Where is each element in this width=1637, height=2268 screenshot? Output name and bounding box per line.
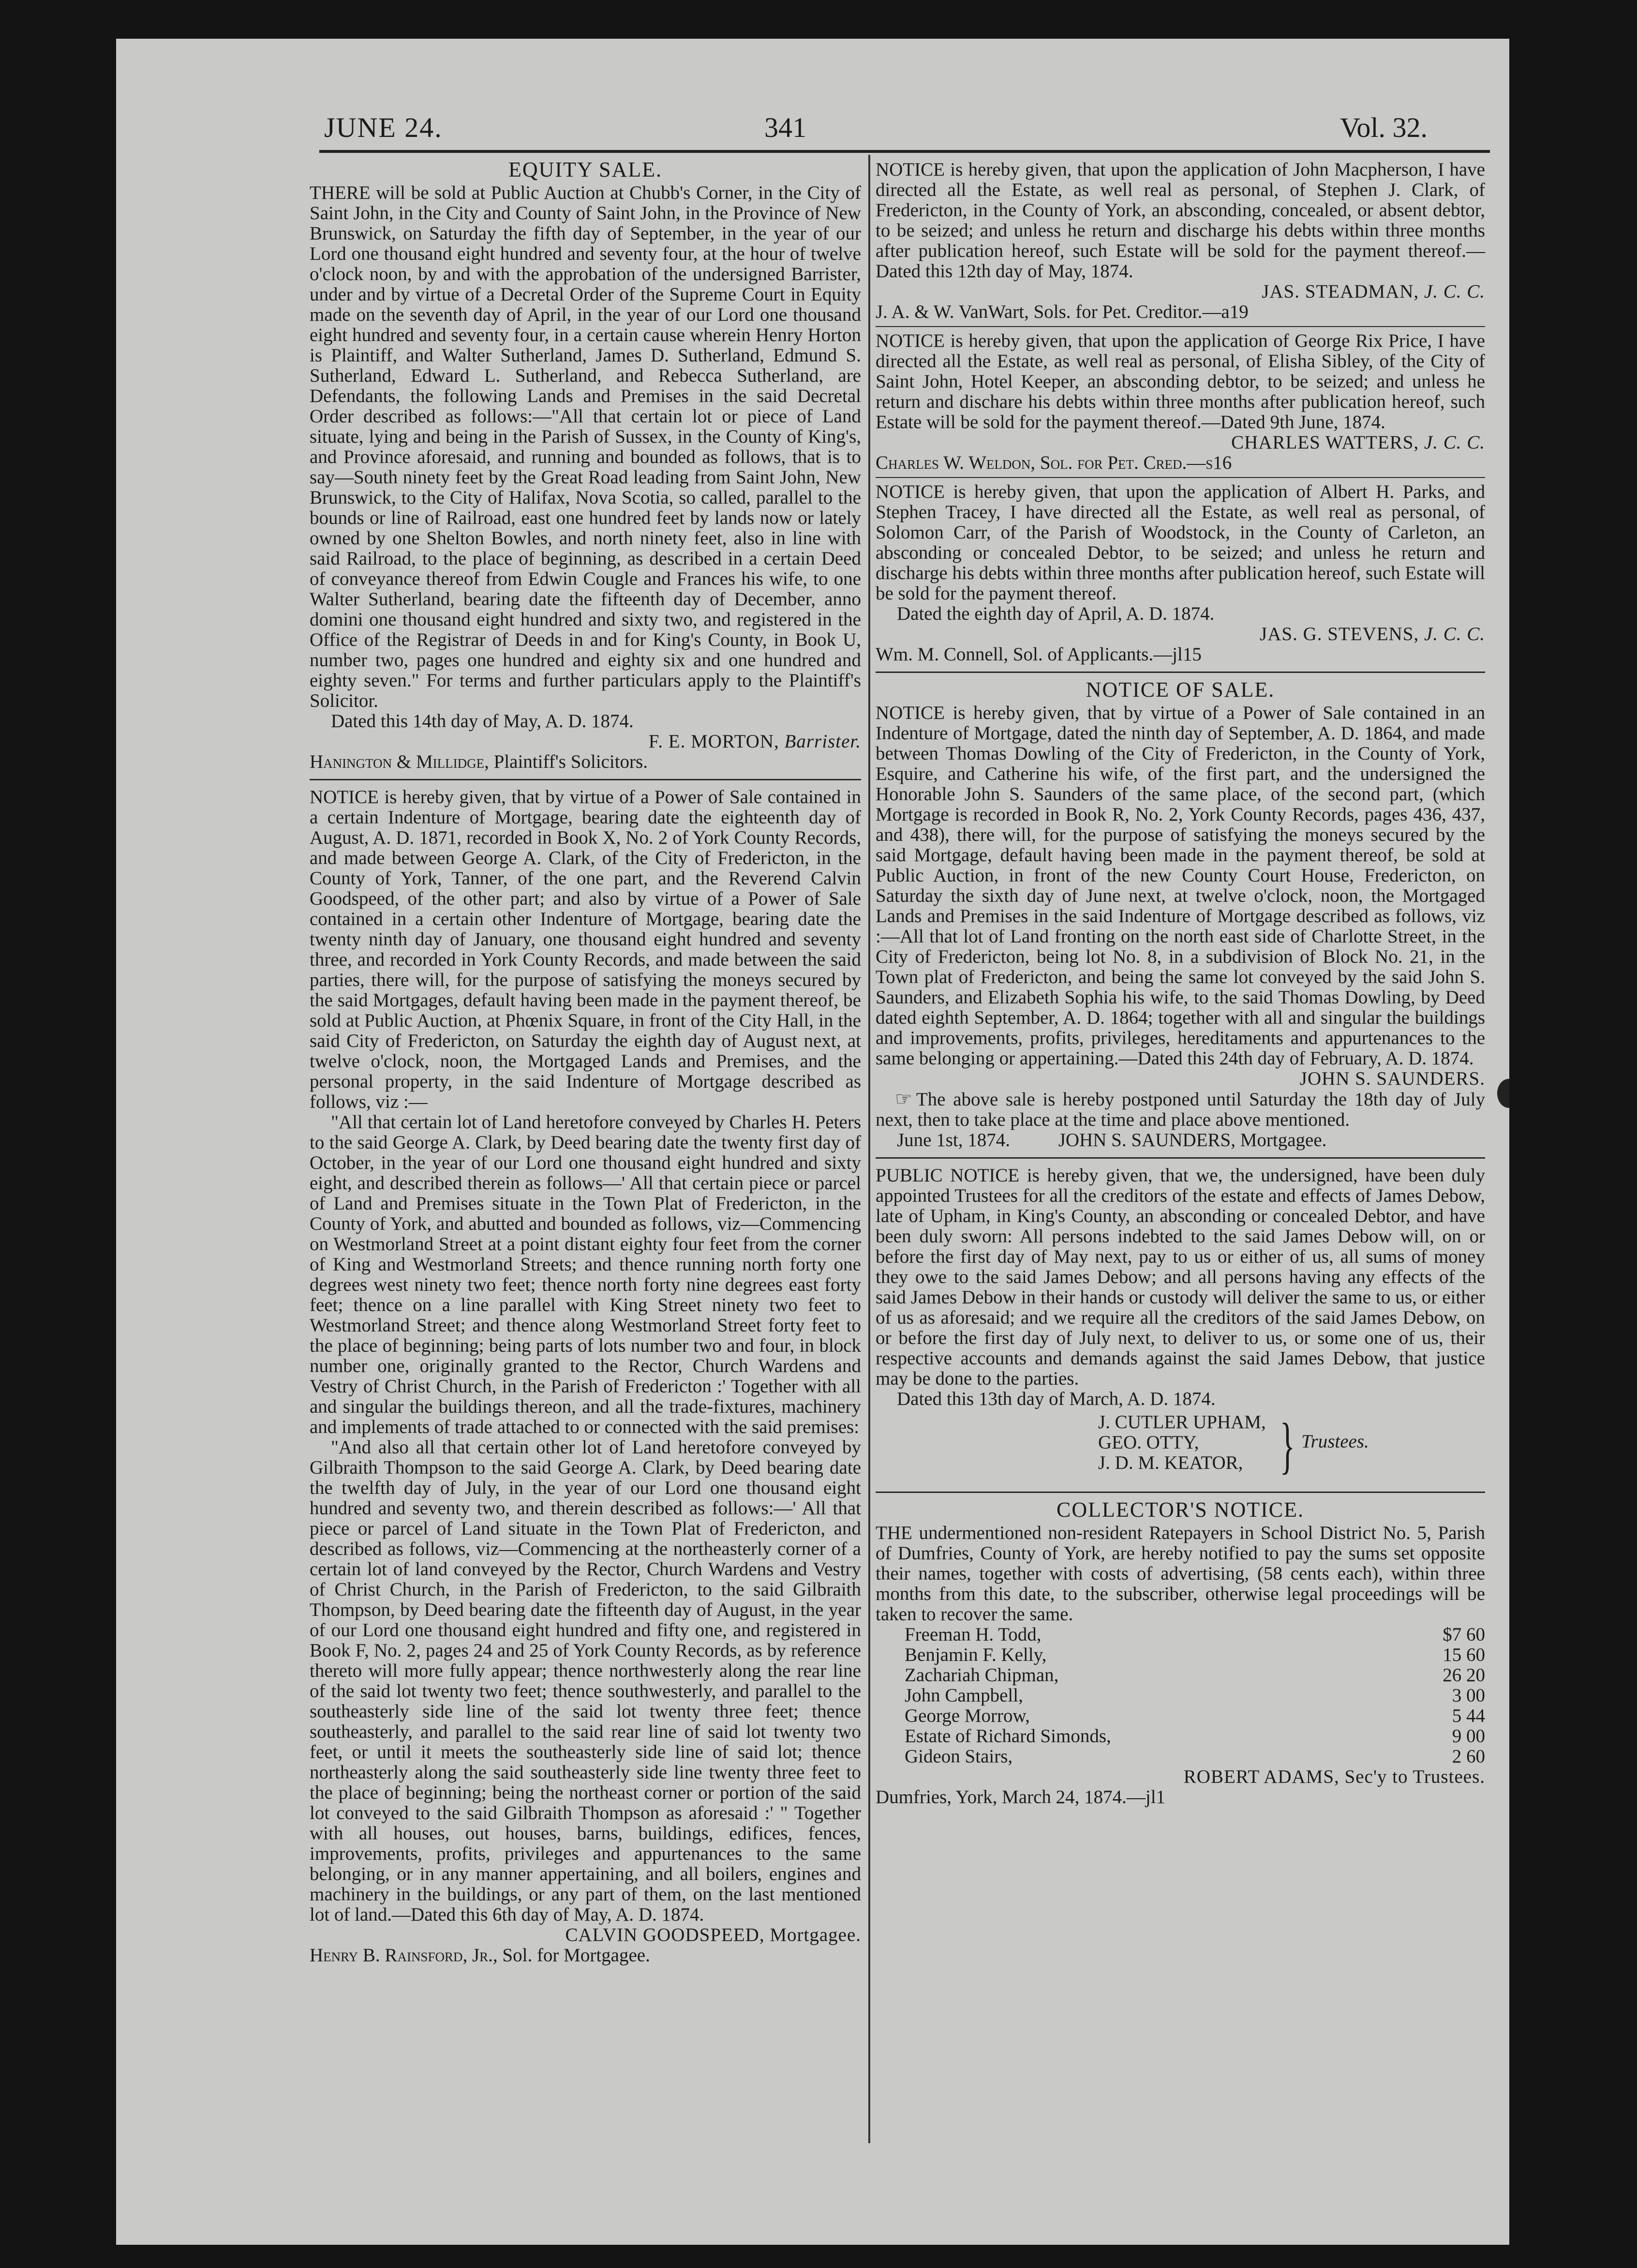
ratepayer-name: John Campbell,: [905, 1686, 1023, 1706]
watters-signature: [876, 433, 1485, 453]
steadman-signer: JAS. STEADMAN,: [1262, 281, 1419, 302]
goodspeed-signer: CALVIN GOODSPEED, Mortgagee.: [565, 1925, 861, 1945]
equity-sale-solicitors-name: Hanington & Millidge,: [310, 751, 489, 772]
debow-dated: Dated this 13th day of March, A. D. 1874.: [897, 1388, 1216, 1409]
goodspeed-solicitor-name: Henry B. Rainsford, Jr.,: [310, 1945, 498, 1966]
issue-date: JUNE 24.: [324, 112, 443, 143]
equity-sale-notice: [310, 160, 861, 772]
steadman-signature: [876, 282, 1485, 302]
goodspeed-lot-one: "All that certain lot of Land heretofore conveyed by Charles H. Peters to the said George A. Clark, by Deed bearing date the twenty first day of October, in the year of our Lord one thousand eight hundred and sixty eight, and described therein as follows—' All that certain piece or parcel of Land and Premises situate in the Town Plat of Fredericton, in the County of York, and abutted and bounded as follows, viz—Commencing on Westmorland Street at a point distant eighty four feet from the corner of King and Westmorland Streets; and thence running north forty one degrees west ninety two feet; thence north forty nine degrees east forty feet; thence on a line parallel with King Street ninety two feet to Westmorland Street; and thence along Westmorland Street forty feet to the place of beginning; being parts of lots number two and four, in block number one, originally granted to the Rector, Church Wardens and Vestry of Christ Church, in the Parish of Fredericton :' Together with all and singular the buildings thereon, and all the trade-fixtures, machinery and implements of trade attached to or connected with the said premises:: [310, 1112, 861, 1437]
ratepayer-name: Estate of Richard Simonds,: [905, 1726, 1111, 1746]
collectors-signer: ROBERT ADAMS, Sec'y to Trustees.: [1183, 1766, 1485, 1787]
watters-body: NOTICE is hereby given, that upon the application of George Rix Price, I have directed all the Estate, as well real as personal, of Elisha Sibley, of the City of Saint John, Hotel Keeper, an absconding debtor, to be seized; and unless he return and dischare his debts within three months after publication hereof, such Estate will be sold for the payment thereof.—Dated 9th June, 1874.: [876, 330, 1485, 433]
ratepayer-name: Benjamin F. Kelly,: [905, 1645, 1047, 1665]
column-divider: [868, 155, 870, 2143]
steadman-signer-role: J. C. C.: [1424, 281, 1485, 302]
trustee-name: GEO. OTTY,: [1098, 1432, 1199, 1453]
equity-sale-title: EQUITY SALE.: [508, 158, 663, 181]
stevens-solicitor: Wm. M. Connell, Sol. of Applicants.—jl15: [876, 644, 1202, 665]
goodspeed-intro: NOTICE is hereby given, that by virtue of a Power of Sale contained in a certain Indenture of Mortgage, bearing date the eighteenth day of August, A. D. 1871, recorded in Book X, No. 2 of York County Records, and made between George A. Clark, of the City of Fredericton, in the County of York, Tanner, of the one part, and the Reverend Calvin Goodspeed, of the other part; and also by virtue of a Power of Sale contained in a certain other Indenture of Mortgage, bearing date the twenty ninth day of January, one thousand eight hundred and seventy three, and recorded in York County Records, and made between the said parties, there will, for the purpose of satisfying the moneys secured by the said Mortgages, default having been made in the payment thereof, be sold at Public Auction, at Phœnix Square, in front of the City Hall, in the said City of Fredericton, on Saturday the eighth day of August next, at twelve o'clock, noon, the Mortgaged Lands and Premises, and the personal property, in the said Indenture of Mortgage described as follows, viz :—: [310, 787, 861, 1112]
debow-trustees-notice: [876, 1165, 1485, 1485]
steadman-body: NOTICE is hereby given, that upon the application of John Macpherson, I have directed all the Estate, as well real as personal, of Stephen J. Clark, of Fredericton, in the County of York, an absconding, concealed, or absent debtor, to be seized; and unless he return and discharge his debts within three months after publication hereof, such Estate will be sold for the payment thereof.—Dated this 12th day of May, 1874.: [876, 159, 1485, 282]
ratepayer-name: Gideon Stairs,: [905, 1746, 1013, 1767]
ratepayer-name: Zachariah Chipman,: [905, 1665, 1059, 1686]
section-rule: [310, 779, 861, 780]
ratepayer-amount: 2 60: [1452, 1746, 1485, 1767]
section-rule: [876, 671, 1485, 673]
watters-notice: [876, 331, 1485, 473]
section-rule: [876, 326, 1485, 327]
equity-sale-dated: Dated this 14th day of May, A. D. 1874.: [331, 711, 634, 731]
notice-of-sale: [876, 680, 1485, 1150]
trustee-name: J. D. M. KEATOR,: [1098, 1452, 1243, 1473]
postponement-signer: JOHN S. SAUNDERS, Mortgagee.: [1058, 1130, 1327, 1150]
stevens-body: NOTICE is hereby given, that upon the application of Albert H. Parks, and Stephen Tracey, I have directed all the Estate, as well real as personal, of Solomon Carr, of the Parish of Woodstock, in the County of Carleton, an absconding or concealed Debtor, to be seized; and unless he return and discharge his debts within three months after publication hereof, such Estate will be sold for the payment thereof.: [876, 481, 1485, 604]
ratepayer-amount: 15 60: [1443, 1644, 1485, 1665]
pointing-hand-icon: ☞: [895, 1088, 912, 1110]
postponement-line: [876, 1130, 1485, 1150]
trustees-block: [876, 1412, 1485, 1485]
collectors-notice-body: THE undermentioned non-resident Ratepayers in School District No. 5, Parish of Dumfries, County of York, are hereby notified to pay the sums set opposite their names, together with costs of advertising, (58 cents each), within three months from this date, to the subscriber, otherwise legal proceedings will be taken to recover the same.: [876, 1522, 1485, 1625]
notice-of-sale-title: NOTICE OF SALE.: [1086, 678, 1275, 701]
goodspeed-mortgage-notice: [310, 787, 861, 1966]
ratepayer-name: George Morrow,: [905, 1706, 1030, 1726]
stevens-dated: Dated the eighth day of April, A. D. 1874.: [897, 603, 1215, 624]
ratepayer-amount: 9 00: [1452, 1726, 1485, 1746]
ratepayer-amount: $7 60: [1443, 1624, 1485, 1645]
ratepayer-amount: 5 44: [1452, 1705, 1485, 1726]
right-column: [876, 160, 1485, 1807]
watters-signer: CHARLES WATTERS,: [1231, 432, 1419, 453]
stevens-signer-role: J. C. C.: [1424, 624, 1485, 644]
goodspeed-lot-two: "And also all that certain other lot of Land heretofore conveyed by Gilbraith Thompson to the said George A. Clark, by Deed bearing date the twelfth day of July, in the year of our Lord one thousand eight hundred and seventy two, and therein described as follows:—' All that piece or parcel of Land situate in the Town Plat of Fredericton, and described as follows, viz—Commencing at the northeasterly corner of a certain lot of land conveyed by the Rector, Church Wardens and Vestry of Christ Church, in the Parish of Fredericton, to the said Gilbraith Thompson, by Deed bearing date the fifteenth day of August, in the year of our Lord one thousand eight hundred and fifty one, and registered in Book F, No. 2, pages 24 and 25 of York County Records, as by reference thereto will more fully appear; thence northwesterly along the rear line of the said lot twenty two feet; thence southwesterly, and parallel to the southeasterly side line of the said lot twenty three feet; thence southeasterly, and parallel to the said rear line of said lot twenty two feet, or until it meets the southeasterly side line of said lot; thence northeasterly along the said southeasterly side line twenty three feet to the place of beginning; being the northeast corner or portion of the said lot conveyed to the said Gilbraith Thompson as aforesaid :' " Together with all houses, out houses, barns, buildings, edifices, fences, improvements, profits, privileges and appurtenances to the same belonging, or in any manner appertaining, and all boilers, engines and machinery in the buildings, or any part of them, on the last mentioned lot of land.—Dated this 6th day of May, A. D. 1874.: [310, 1437, 861, 1925]
collectors-notice: [876, 1500, 1485, 1807]
ratepayer-name: Freeman H. Todd,: [905, 1625, 1042, 1645]
gazette-page: [116, 39, 1509, 2245]
stevens-signer: JAS. G. STEVENS,: [1260, 624, 1419, 644]
postponement-date: June 1st, 1874.: [897, 1130, 1010, 1150]
trustees-label: Trustees.: [1301, 1431, 1369, 1452]
stevens-signature: [876, 624, 1485, 644]
equity-sale-signer-role: Barrister.: [784, 731, 861, 752]
collectors-notice-title: COLLECTOR'S NOTICE.: [1056, 1498, 1304, 1522]
equity-sale-body: THERE will be sold at Public Auction at Chubb's Corner, in the City of Saint John, in the City and County of Saint John, in the Province of New Brunswick, on Saturday the fifth day of September, in the year of our Lord one thousand eight hundred and seventy four, at the hour of twelve o'clock noon, by and with the approbation of the undersigned Barrister, under and by virtue of a Decretal Order of the Supreme Court in Equity made on the seventh day of April, in the year of our Lord one thousand eight hundred and seventy four, in a certain cause wherein Henry Horton is Plaintiff, and Walter Sutherland, James D. Sutherland, Edmund S. Sutherland, Edward L. Sutherland, and Rebecca Sutherland, are Defendants, the following Lands and Premises in the said Decretal Order described as follows:—"All that certain lot or piece of Land situate, lying and being in the Parish of Sussex, in the County of King's, and Province aforesaid, and running and bounded as follows, that is to say—South ninety feet by the Great Road leading from Saint John, New Brunswick, to the City of Halifax, Nova Scotia, so called, parallel to the bounds or line of Railroad, east one hundred feet by lands now or lately owned by one Shelton Bowles, and north ninety feet, also in line with said Railroad, to the place of beginning, as described in a certain Deed of conveyance thereof from Edwin Cougle and Frances his wife, to one Walter Sutherland, bearing date the fifteenth day of December, anno domini one thousand eight hundred and sixty two, and registered in the Office of the Registrar of Deeds in and for King's County, in Book U, number two, pages one hundred and eighty six and one hundred and eighty seven." For terms and further particulars apply to the Plaintiff's Solicitor.: [310, 182, 861, 711]
right-brace-icon: }: [1280, 1411, 1295, 1480]
equity-sale-solicitors-role: Plaintiff's Solicitors.: [493, 751, 648, 772]
equity-sale-signer: F. E. MORTON,: [648, 731, 779, 752]
debow-body: PUBLIC NOTICE is hereby given, that we, the undersigned, have been duly appointed Trustees for all the creditors of the estate and effects of James Debow, late of Upham, in King's County, an absconding or concealed Debtor, and have been duly sworn: All persons indebted to the said James Debow will, on or before the first day of May next, pay to us or either of us, all sums of money they owe to the said James Debow; and all persons having any effects of the said James Debow in their hands or custody will deliver the same to us, or either of us as aforesaid; and we require all the creditors of the said James Debow, on or before the first day of July next, to deliver to us, or some one of us, their respective accounts and demands against the said James Debow, that justice may be done to the parties.: [876, 1165, 1485, 1389]
collectors-footer: Dumfries, York, March 24, 1874.—jl1: [876, 1787, 1166, 1807]
ratepayer-list: [905, 1625, 1485, 1767]
ratepayer-amount: 3 00: [1452, 1685, 1485, 1706]
section-rule: [876, 1492, 1485, 1493]
stevens-notice: [876, 482, 1485, 665]
notice-of-sale-body: NOTICE is hereby given, that by virtue of a Power of Sale contained in an Indenture of Mortgage, dated the ninth day of September, A. D. 1864, and made between Thomas Dowling of the City of Fredericton, in the County of York, Esquire, and Catherine his wife, of the first part, and the undersigned the Honorable John S. Saunders of the same place, of the second part, (which Mortgage is recorded in Book R, No. 2, York County Records, pages 436, 437, and 438), there will, for the purpose of satisfying the moneys secured by the said Mortgage, default having been made in the payment thereof, be sold at Public Auction, in front of the new County Court House, Fredericton, on Saturday the sixth day of June next, at twelve o'clock, noon, the Mortgaged Lands and Premises in the said Indenture of Mortgage described as follows, viz :—All that lot of Land fronting on the north east side of Charlotte Street, in the City of Fredericton, being lot No. 8, in a subdivision of Block No. 21, in the Town plat of Fredericton, and being the same lot conveyed by the said John S. Saunders, and Elizabeth Sophia his wife, to the said Thomas Dowling, by Deed dated eighth September, A. D. 1864; together with all and singular the buildings and improvements, profits, privileges, hereditaments and appurtenances to the same belonging or appertaining.—Dated this 24th day of February, A. D. 1874.: [876, 702, 1485, 1069]
section-rule: [876, 1157, 1485, 1159]
ratepayer-amount: 26 20: [1443, 1665, 1485, 1686]
steadman-solicitor: J. A. & W. VanWart, Sols. for Pet. Creditor.—a19: [876, 301, 1249, 322]
trustee-names: [1098, 1412, 1266, 1473]
left-column: [310, 160, 861, 1966]
trustee-name: J. CUTLER UPHAM,: [1098, 1412, 1266, 1432]
steadman-notice: [876, 160, 1485, 322]
watters-signer-role: J. C. C.: [1424, 432, 1485, 453]
ink-blot: [1497, 1079, 1509, 1108]
postponement-text: The above sale is hereby postponed until Saturday the 18th day of July next, then to take place at the time and place above mentioned.: [876, 1089, 1485, 1130]
equity-sale-signature: [310, 731, 861, 752]
page-number: 341: [764, 112, 806, 143]
section-rule: [876, 477, 1485, 478]
equity-sale-solicitors: [310, 752, 861, 772]
header-rule: [319, 150, 1490, 153]
notice-of-sale-signer: JOHN S. SAUNDERS.: [1299, 1068, 1485, 1089]
volume-number: Vol. 32.: [1340, 112, 1428, 143]
watters-solicitor: Charles W. Weldon, Sol. for Pet. Cred.—s16: [876, 452, 1232, 473]
postponement-note: [876, 1089, 1485, 1130]
goodspeed-solicitor-role: Sol. for Mortgagee.: [502, 1945, 650, 1966]
goodspeed-solicitor: [310, 1945, 861, 1966]
